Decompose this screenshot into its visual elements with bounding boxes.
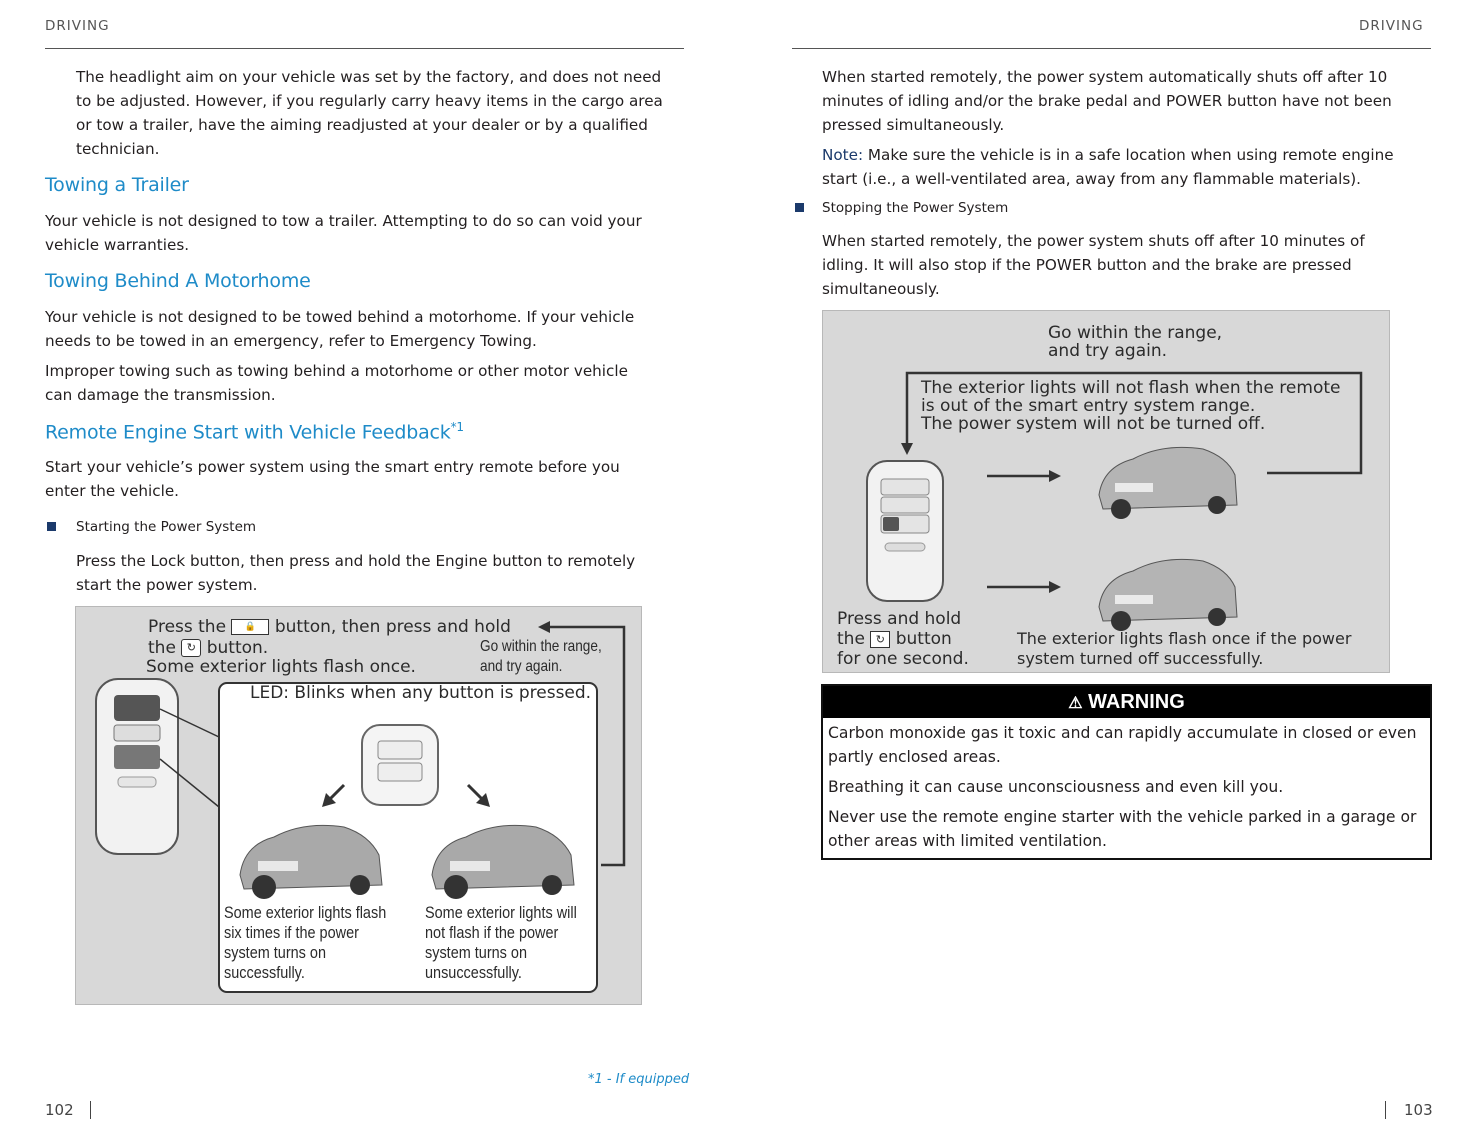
footnote: *1 - If equipped	[588, 1072, 690, 1087]
fig-press-label: Press the	[148, 617, 227, 637]
warning-text: Carbon monoxide gas it toxic and can rapidly accumulate in closed or even	[828, 724, 1417, 742]
engine-start-icon: ↻	[870, 631, 890, 648]
right-section-header: DRIVING	[1359, 18, 1424, 34]
lock-icon: 🔒	[231, 619, 269, 635]
fig-fail-line: Some exterior lights will	[425, 903, 577, 922]
stopping-text: idling. It will also stop if the POWER button and the brake are pressed	[822, 256, 1352, 274]
starting-instructions: Press the Lock button, then press and hold the Engine button to remotely	[76, 552, 636, 570]
towing-motorhome-text: needs to be towed in an emergency, refer to Emergency Towing.	[45, 332, 537, 350]
fig-press-hold-line: Press and hold	[837, 609, 962, 629]
warning-box	[821, 684, 1432, 860]
footnote-marker: *1	[450, 420, 464, 434]
warning-triangle-icon: ⚠	[1068, 695, 1083, 712]
fig-button-label: button.	[206, 638, 269, 658]
auto-off-text: minutes of idling and/or the brake pedal and POWER button have not been	[822, 92, 1392, 110]
fig-success-line: The exterior lights flash once if the power	[1017, 629, 1352, 648]
towing-motorhome-text: Your vehicle is not designed to be towed behind a motorhome. If your vehicle	[45, 308, 635, 326]
starting-power-system-subheading: Starting the Power System	[76, 519, 257, 535]
fig-button-label: button	[895, 629, 952, 649]
fig-success-line: six times if the power	[224, 923, 359, 942]
fig-go-within-2: and try again.	[1048, 341, 1168, 361]
remote-start-heading	[45, 420, 464, 443]
fig-success-caption	[1017, 629, 1351, 669]
left-section-header: DRIVING	[45, 18, 110, 34]
auto-off-text: pressed simultaneously.	[822, 116, 1005, 134]
fig-success-caption	[224, 903, 386, 983]
fig-success-line: Some exterior lights flash	[224, 903, 387, 922]
fig-go-within-1: Go within the range,	[1048, 323, 1223, 343]
stopping-text: simultaneously.	[822, 280, 940, 298]
stopping-text: When started remotely, the power system shuts off after 10 minutes of	[822, 232, 1365, 250]
fig-press-hold-caption	[837, 609, 969, 669]
fig-out-of-range-line: is out of the smart entry system range.	[921, 396, 1256, 416]
fig-flash-once-text: Some exterior lights flash once.	[146, 657, 416, 677]
note-label: Note:	[822, 146, 864, 164]
fig-success-line: system turns on	[224, 943, 326, 962]
stopping-power-system-subheading: Stopping the Power System	[822, 200, 1009, 216]
bullet-square-icon	[47, 522, 56, 531]
warning-text: other areas with limited ventilation.	[828, 832, 1108, 850]
intro-line: technician.	[76, 140, 160, 158]
remote-start-text: Start your vehicle’s power system using the smart entry remote before you	[45, 458, 620, 476]
towing-motorhome-heading: Towing Behind A Motorhome	[45, 270, 311, 292]
auto-off-text: When started remotely, the power system automatically shuts off after 10	[822, 68, 1388, 86]
engine-start-icon: ↻	[181, 639, 201, 657]
page-number-right: 103	[1404, 1101, 1433, 1119]
intro-line: or tow a trailer, have the aiming readjusted at your dealer or by a qualified	[76, 116, 648, 134]
fig-press-hold-line-2	[837, 629, 969, 649]
fig-press-label-2: button, then press and hold	[274, 617, 511, 637]
fig-fail-line: not flash if the power	[425, 923, 559, 942]
fig-fail-line: system turns on	[425, 943, 527, 962]
fig-fail-caption	[425, 903, 577, 983]
stop-figure	[822, 310, 1390, 673]
improper-towing-text: can damage the transmission.	[45, 386, 276, 404]
fig-the-label: the	[837, 629, 865, 649]
intro-line: to be adjusted. However, if you regularly carry heavy items in the cargo area	[76, 92, 663, 110]
bullet-square-icon	[795, 203, 804, 212]
fig-the-label: the	[148, 638, 176, 658]
left-header-rule	[45, 48, 684, 49]
towing-trailer-heading: Towing a Trailer	[45, 174, 189, 196]
warning-text: partly enclosed areas.	[828, 748, 1001, 766]
fig-success-line: system turned off successfully.	[1017, 649, 1264, 668]
warning-text: Breathing it can cause unconsciousness and even kill you.	[828, 778, 1284, 796]
fig-out-of-range-caption	[921, 379, 1340, 433]
warning-header	[823, 686, 1430, 718]
towing-trailer-text: Your vehicle is not designed to tow a trailer. Attempting to do so can void your	[45, 212, 642, 230]
warning-text: Never use the remote engine starter with the vehicle parked in a garage or	[828, 808, 1417, 826]
right-header-rule	[792, 48, 1431, 49]
note-line-2: start (i.e., a well-ventilated area, away from any flammable materials).	[822, 170, 1361, 188]
towing-trailer-text: vehicle warranties.	[45, 236, 190, 254]
fig-go-within-1: Go within the range,	[480, 638, 602, 655]
page-number-divider	[1385, 1101, 1386, 1119]
improper-towing-text: Improper towing such as towing behind a motorhome or other motor vehicle	[45, 362, 628, 380]
note-line	[822, 143, 1394, 167]
remote-start-heading-text: Remote Engine Start with Vehicle Feedback	[45, 421, 451, 444]
page-number-left: 102	[45, 1101, 74, 1119]
warning-title: WARNING	[1088, 691, 1185, 713]
page-number-divider	[90, 1101, 91, 1119]
remote-start-text: enter the vehicle.	[45, 482, 180, 500]
intro-line: The headlight aim on your vehicle was set by the factory, and does not need	[76, 68, 662, 86]
starting-instructions: start the power system.	[76, 576, 258, 594]
fig-success-line: successfully.	[224, 963, 305, 982]
fig-go-within-2: and try again.	[480, 658, 563, 675]
fig-press-hold-line: for one second.	[837, 649, 969, 669]
fig-led-note: LED: Blinks when any button is pressed.	[250, 683, 592, 703]
fig-out-of-range-line: The power system will not be turned off.	[921, 414, 1266, 434]
fig-fail-line: unsuccessfully.	[425, 963, 522, 982]
remote-start-figure	[75, 606, 642, 1005]
note-text: Make sure the vehicle is in a safe location when using remote engine	[863, 146, 1394, 164]
fig-out-of-range-line: The exterior lights will not flash when the remote	[921, 378, 1341, 398]
